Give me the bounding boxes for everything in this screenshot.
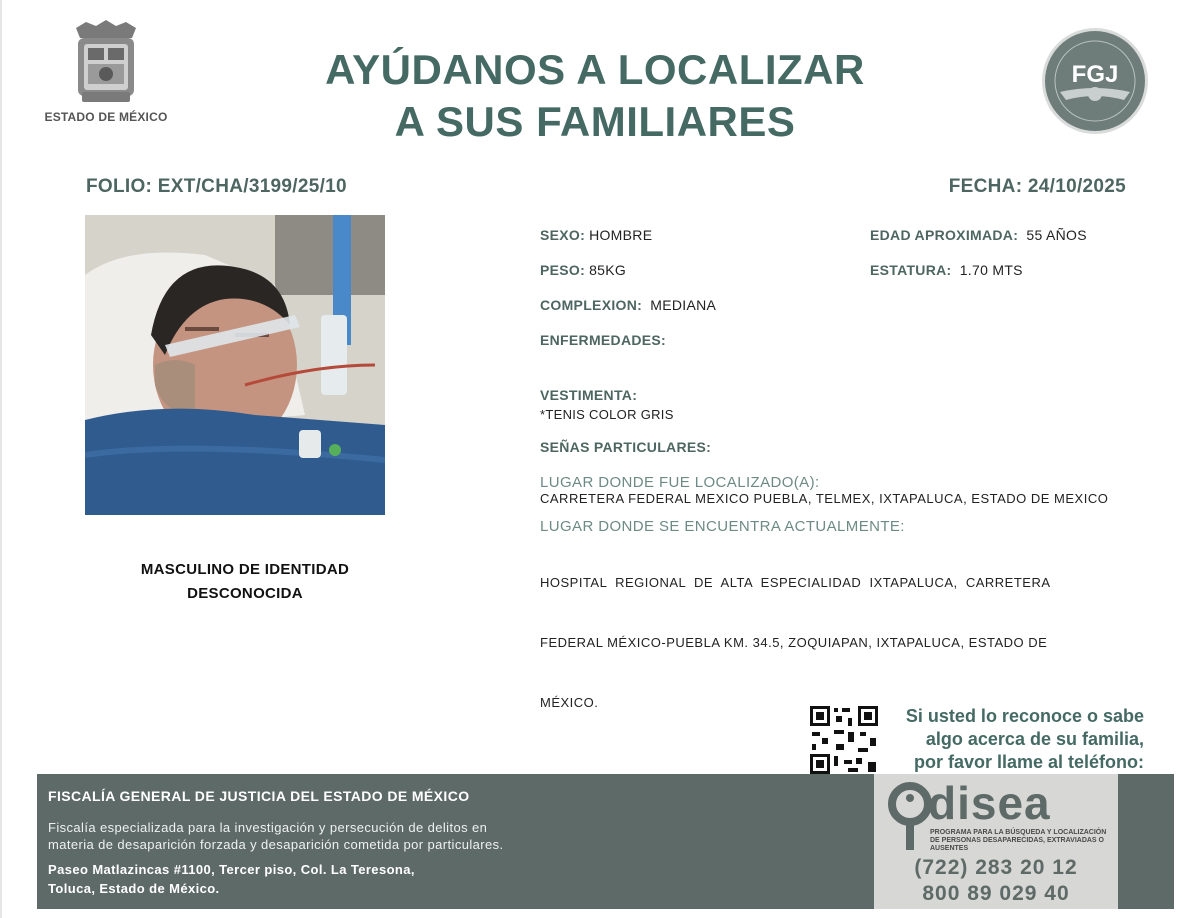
- footer-addr-line-1: Paseo Matlazincas #1100, Tercer piso, Col. La Teresona,: [48, 862, 415, 877]
- footer-description: [48, 819, 648, 853]
- found-location-label: LUGAR DONDE FUE LOCALIZADO(A):: [540, 474, 820, 491]
- footer-desc-line-1: Fiscalía especializada para la investigación y persecución de delitos en: [48, 820, 488, 835]
- title-line-1: AYÚDANOS A LOCALIZAR: [325, 46, 865, 93]
- field-peso: [540, 262, 626, 278]
- current-location-value: [540, 533, 1051, 733]
- vestimenta-label: VESTIMENTA:: [540, 387, 638, 403]
- page-title: [250, 44, 940, 148]
- field-estatura: [870, 262, 1023, 278]
- footer-addr-line-2: Toluca, Estado de México.: [48, 881, 220, 896]
- sexo-value: HOMBRE: [589, 227, 653, 243]
- person-caption-line-1: MASCULINO DE IDENTIDAD: [140, 561, 350, 578]
- footer-desc-line-2: materia de desaparición forzada y desaparición cometida por particulares.: [48, 837, 504, 852]
- estatura-label: ESTATURA:: [870, 262, 952, 278]
- contact-prompt: [882, 705, 1144, 774]
- qr-code-icon: [808, 704, 880, 776]
- fgj-seal-icon: [1040, 26, 1150, 136]
- qr-code[interactable]: [808, 704, 880, 776]
- vestimenta-value: *TENIS COLOR GRIS: [540, 407, 674, 422]
- peso-value: 85KG: [589, 262, 627, 278]
- current-location-line-1: HOSPITAL REGIONAL DE ALTA ESPECIALIDAD IXTAPALUCA, CARRETERA: [540, 575, 1051, 590]
- odisea-box: [874, 774, 1118, 909]
- field-complexion: [540, 297, 716, 313]
- footer-address: [48, 860, 648, 898]
- peso-label: PESO:: [540, 262, 586, 278]
- phone-number-1[interactable]: (722) 283 20 12: [914, 856, 1078, 879]
- complexion-value: MEDIANA: [650, 297, 717, 313]
- current-location-line-3: MÉXICO.: [540, 695, 599, 710]
- field-enfermedades: [540, 332, 670, 348]
- found-location-value: CARRETERA FEDERAL MEXICO PUEBLA, TELMEX, IXTAPALUCA, ESTADO DE MEXICO: [540, 491, 1109, 506]
- title-line-2: A SUS FAMILIARES: [394, 98, 796, 145]
- edad-label: EDAD APROXIMADA:: [870, 227, 1019, 243]
- footer-org: FISCALÍA GENERAL DE JUSTICIA DEL ESTADO DE MÉXICO: [48, 788, 470, 804]
- field-edad: [870, 227, 1087, 243]
- phone-number-2[interactable]: 800 89 029 40: [922, 882, 1070, 905]
- senas-label: SEÑAS PARTICULARES:: [540, 439, 712, 455]
- current-location-label: LUGAR DONDE SE ENCUENTRA ACTUALMENTE:: [540, 518, 905, 535]
- edad-value: 55 AÑOS: [1026, 227, 1087, 243]
- field-vestimenta: [540, 387, 641, 403]
- odisea-pin-icon: [888, 782, 932, 852]
- folio: FOLIO: EXT/CHA/3199/25/10: [86, 176, 347, 197]
- odisea-brand: disea: [928, 777, 1051, 829]
- field-senas: [540, 439, 715, 455]
- current-location-line-2: FEDERAL MÉXICO-PUEBLA KM. 34.5, ZOQUIAPAN, IXTAPALUCA, ESTADO DE: [540, 635, 1048, 650]
- fecha: FECHA: 24/10/2025: [948, 176, 1126, 197]
- person-caption: [110, 558, 380, 606]
- odisea-program: PROGRAMA PARA LA BÚSQUEDA Y LOCALIZACIÓN DE PERSONAS DESAPARECIDAS, EXTRAVIADAS O AUSENTES: [930, 829, 1107, 852]
- state-logo-caption: ESTADO DE MÉXICO: [44, 110, 168, 124]
- state-coat-of-arms-icon: [66, 18, 146, 106]
- contact-line-2: algo acerca de su familia,: [925, 729, 1144, 749]
- contact-line-3: por favor llame al teléfono:: [913, 752, 1144, 772]
- state-logo: [44, 18, 168, 130]
- fgj-logo: [1040, 26, 1150, 136]
- person-photo: [85, 215, 385, 515]
- fgj-logo-text: FGJ: [1071, 61, 1119, 88]
- person-caption-line-2: DESCONOCIDA: [187, 585, 303, 602]
- contact-line-1: Si usted lo reconoce o sabe: [905, 706, 1144, 726]
- enfermedades-label: ENFERMEDADES:: [540, 332, 667, 348]
- field-sexo: [540, 227, 652, 243]
- complexion-label: COMPLEXION:: [540, 297, 643, 313]
- estatura-value: 1.70 MTS: [959, 262, 1023, 278]
- sexo-label: SEXO:: [540, 227, 586, 243]
- page-edge: [0, 0, 2, 918]
